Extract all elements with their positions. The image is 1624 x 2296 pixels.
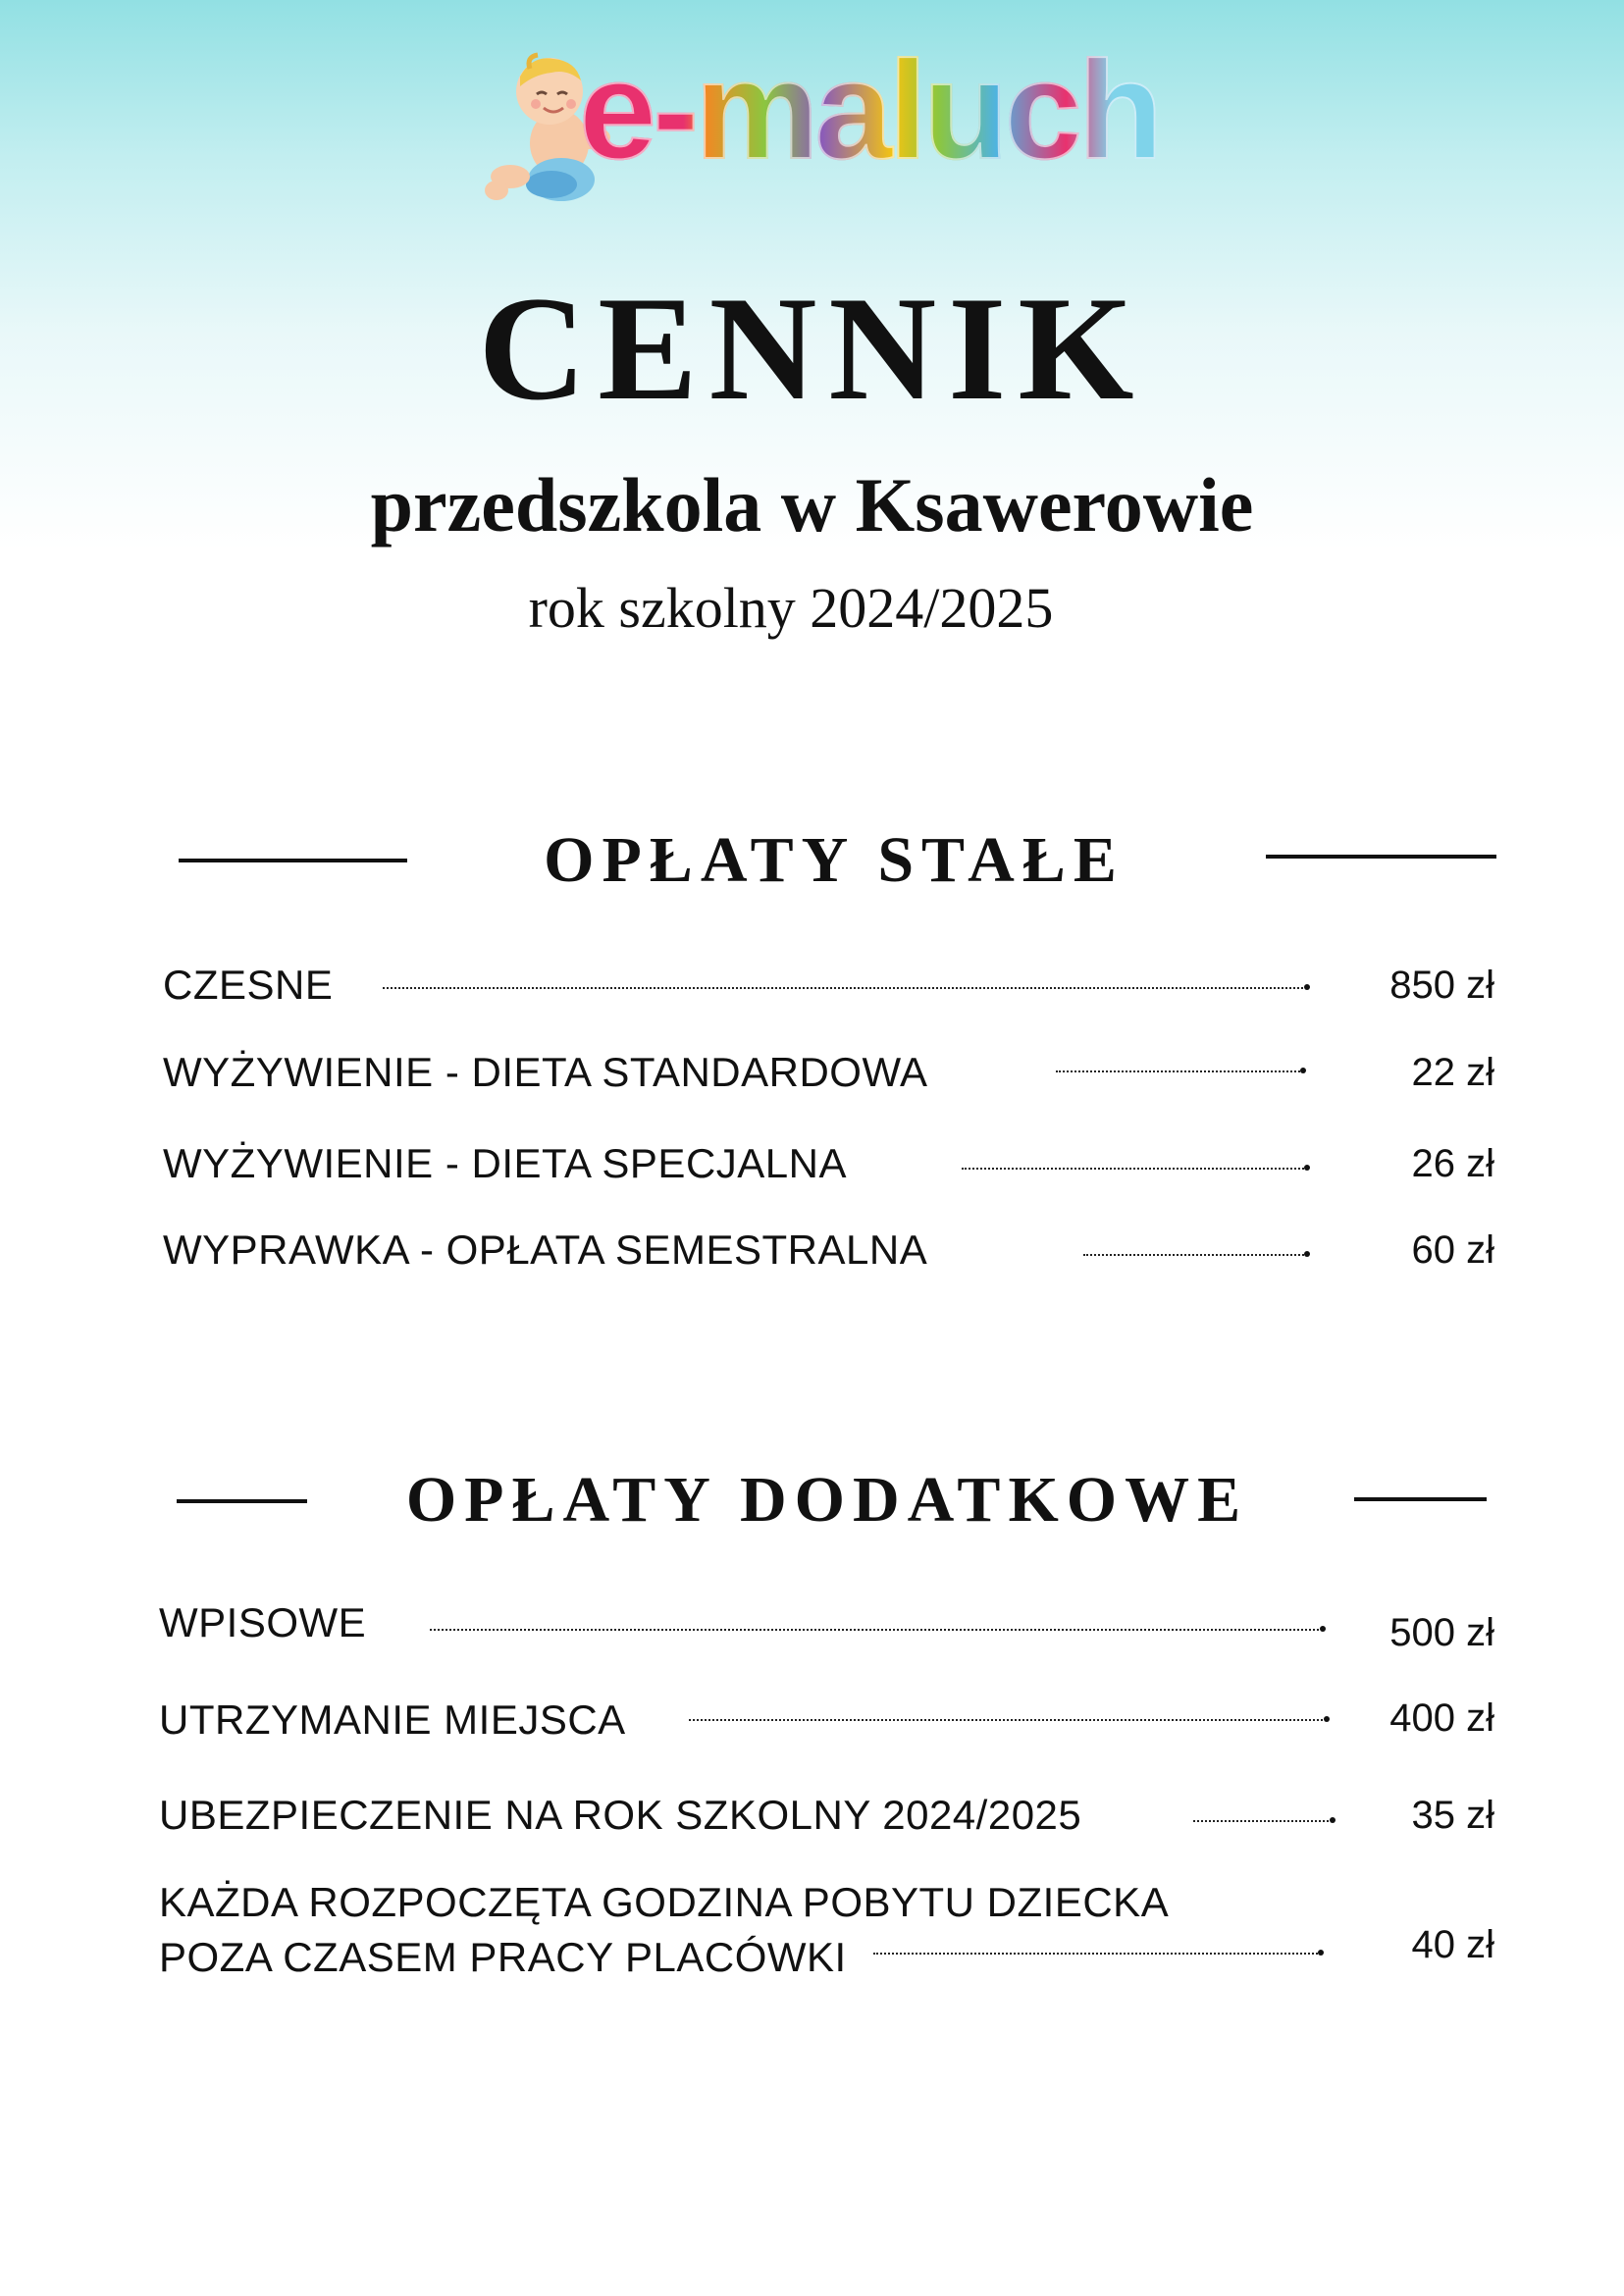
fee-label: WYPRAWKA - OPŁATA SEMESTRALNA (163, 1226, 928, 1273)
dotted-leader (1056, 1070, 1303, 1072)
section-divider-left (177, 1499, 307, 1503)
school-year: rok szkolny 2024/2025 (528, 576, 1054, 640)
page-subtitle: przedszkola w Ksawerowie (370, 462, 1254, 548)
fee-label: UBEZPIECZENIE NA ROK SZKOLNY 2024/2025 (159, 1792, 1082, 1838)
section-divider-right (1266, 855, 1496, 859)
dotted-leader (962, 1168, 1307, 1170)
dotted-leader (1193, 1820, 1333, 1822)
fee-label: CZESNE (163, 962, 334, 1008)
page-title: CENNIK (478, 266, 1146, 431)
dotted-leader (383, 987, 1307, 989)
section-divider-right (1354, 1497, 1487, 1501)
fee-label: UTRZYMANIE MIEJSCA (159, 1696, 626, 1743)
fee-price: 60 zł (1411, 1228, 1494, 1272)
fee-label-line-1: KAŻDA ROZPOCZĘTA GODZINA POBYTU DZIECKA (159, 1879, 1170, 1925)
fee-label: WPISOWE (159, 1599, 367, 1645)
section-divider-left (179, 859, 407, 862)
dotted-leader (689, 1719, 1327, 1721)
fee-label: WYŻYWIENIE - DIETA SPECJALNA (163, 1140, 847, 1186)
fee-price: 500 zł (1389, 1611, 1494, 1654)
dotted-leader (430, 1629, 1323, 1631)
brand-wordmark (579, 32, 1160, 188)
additional-fees-heading: OPŁATY DODATKOWE (405, 1464, 1249, 1536)
dotted-leader (873, 1953, 1321, 1955)
fixed-fees-heading: OPŁATY STAŁE (544, 824, 1125, 896)
fee-label-line-2: POZA CZASEM PRACY PLACÓWKI (159, 1934, 847, 1980)
fee-price: 22 zł (1411, 1051, 1494, 1094)
fee-price: 400 zł (1389, 1696, 1494, 1740)
fee-label: WYŻYWIENIE - DIETA STANDARDOWA (163, 1049, 928, 1095)
fee-price: 35 zł (1411, 1794, 1494, 1837)
fee-price: 40 zł (1411, 1923, 1494, 1966)
fee-price: 26 zł (1411, 1142, 1494, 1185)
fee-price: 850 zł (1389, 964, 1494, 1007)
wordmark-text: e-maluch (579, 32, 1160, 188)
dotted-leader (1083, 1254, 1307, 1256)
